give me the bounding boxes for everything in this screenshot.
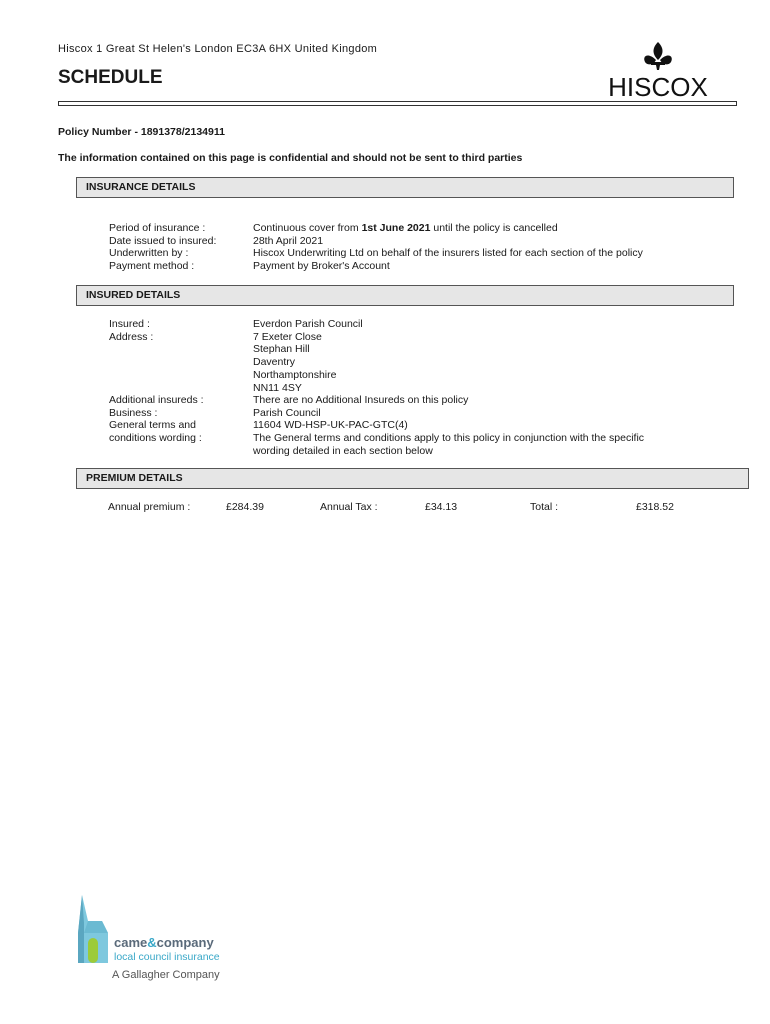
business-value: Parish Council xyxy=(253,406,321,419)
terms-value: 11604 WD-HSP-UK-PAC-GTC(4) xyxy=(253,419,408,432)
underwritten-value: Hiscox Underwriting Ltd on behalf of the insurers listed for each section of the policy xyxy=(253,247,643,260)
total-label: Total : xyxy=(530,501,559,513)
insured-labels-bottom xyxy=(109,394,204,445)
additional-insureds-label: Additional insureds : xyxy=(109,394,204,406)
insured-labels-top xyxy=(109,318,153,343)
annual-premium-value: £284.39 xyxy=(226,501,264,513)
church-icon xyxy=(74,893,114,968)
address-line: Stephan Hill xyxy=(253,343,310,356)
insurance-labels xyxy=(109,222,216,273)
payment-method-label: Payment method : xyxy=(109,260,195,273)
annual-tax-value: £34.13 xyxy=(425,501,458,513)
date-issued-label: Date issued to insured: xyxy=(109,234,217,247)
brand-name: came&company xyxy=(114,935,214,950)
insurance-details-heading: INSURANCE DETAILS xyxy=(76,177,734,198)
address-line: Daventry xyxy=(253,356,296,369)
period-value: Continuous cover from 1st June 2021 until the policy is cancelled xyxy=(253,222,558,234)
brand-parent: A Gallagher Company xyxy=(112,969,220,981)
page-title: SCHEDULE xyxy=(58,67,163,88)
total-value: £318.52 xyxy=(636,501,674,513)
premium-details-heading: PREMIUM DETAILS xyxy=(76,468,749,489)
annual-premium-label: Annual premium : xyxy=(108,501,191,513)
annual-tax-label: Annual Tax : xyxy=(320,501,378,513)
address-line: NN11 4SY xyxy=(253,381,302,394)
header-rule xyxy=(58,101,737,106)
terms-label: General terms and xyxy=(109,419,196,432)
address-line: 7 Exeter Close xyxy=(253,330,322,343)
insured-values-bottom xyxy=(253,394,644,458)
terms-value: The General terms and conditions apply to this policy in conjunction with the specific xyxy=(253,432,645,445)
header-address: Hiscox 1 Great St Helen's London EC3A 6HX United Kingdom xyxy=(58,43,378,55)
underwritten-label: Underwritten by : xyxy=(109,247,189,260)
terms-label: conditions wording : xyxy=(109,432,202,445)
business-label: Business : xyxy=(109,406,158,419)
insured-values-top xyxy=(253,318,363,394)
insured-value: Everdon Parish Council xyxy=(253,318,363,330)
hiscox-logo xyxy=(598,40,718,100)
hiscox-logo-text: HISCOX xyxy=(608,72,708,100)
insured-details-heading: INSURED DETAILS xyxy=(76,285,734,306)
payment-method-value: Payment by Broker's Account xyxy=(253,260,390,273)
confidential-notice: The information contained on this page is confidential and should not be sent to third parties xyxy=(58,152,523,164)
policy-number: Policy Number - 1891378/2134911 xyxy=(58,126,225,138)
terms-value: wording detailed in each section below xyxy=(253,444,433,457)
address-label: Address : xyxy=(109,330,154,343)
brand-tagline: local council insurance xyxy=(114,951,220,963)
insurance-values xyxy=(253,222,643,273)
insured-label: Insured : xyxy=(109,318,150,330)
period-label: Period of insurance : xyxy=(109,222,206,234)
date-issued-value: 28th April 2021 xyxy=(253,234,324,247)
additional-insureds-value: There are no Additional Insureds on this policy xyxy=(253,394,469,406)
fleur-de-lis-icon xyxy=(644,42,672,70)
address-line: Northamptonshire xyxy=(253,368,337,381)
